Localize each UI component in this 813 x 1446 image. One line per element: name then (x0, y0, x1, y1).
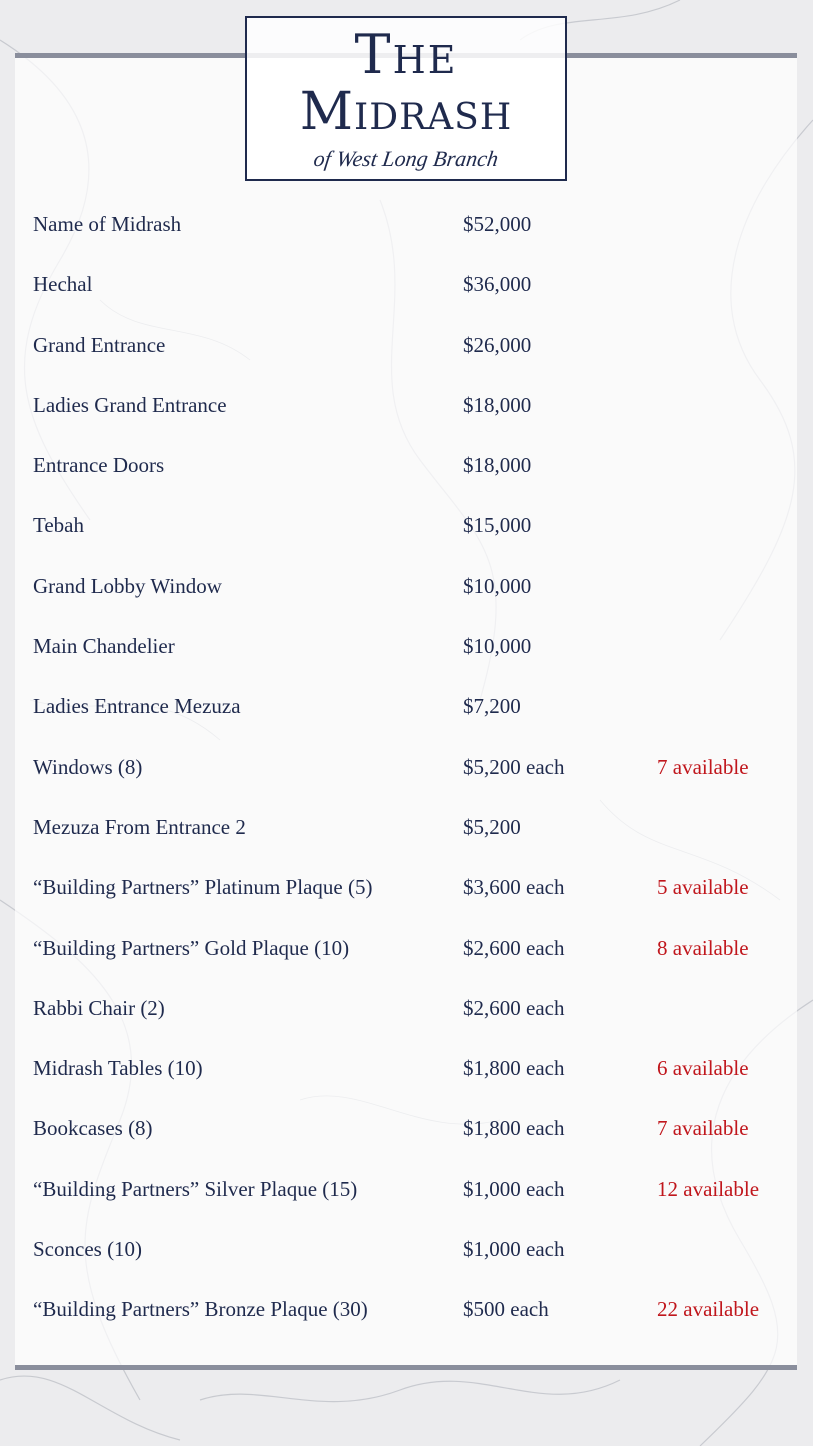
dedication-row (33, 1293, 793, 1353)
dedication-name: Hechal (33, 272, 93, 297)
dedication-price: $500 each (463, 1297, 549, 1322)
dedication-price: $1,800 each (463, 1116, 565, 1141)
dedication-row (33, 268, 793, 328)
dedication-price: $7,200 (463, 694, 521, 719)
dedication-price: $3,600 each (463, 875, 565, 900)
availability-note: 12 available (657, 1176, 760, 1201)
dedication-name: Grand Lobby Window (33, 573, 222, 598)
dedication-row (33, 1233, 793, 1293)
dedication-row (33, 1112, 793, 1172)
dedication-name: Tebah (33, 513, 85, 538)
dedication-row (33, 1052, 793, 1112)
dedication-name: Rabbi Chair (2) (33, 995, 165, 1020)
dedication-name: Grand Entrance (33, 332, 166, 357)
dedication-row (33, 389, 793, 449)
dedication-name: Entrance Doors (33, 453, 165, 478)
logo (245, 16, 567, 181)
dedication-price: $1,000 each (463, 1176, 565, 1201)
dedication-price: $1,800 each (463, 1056, 565, 1081)
dedication-price: $18,000 (463, 453, 532, 478)
dedication-price: $10,000 (463, 634, 532, 659)
dedication-price: $26,000 (463, 332, 532, 357)
dedication-price: $2,600 each (463, 995, 565, 1020)
dedication-price: $1,000 each (463, 1237, 565, 1262)
dedication-price: $52,000 (463, 212, 532, 236)
dedication-row (33, 509, 793, 569)
dedication-row (33, 992, 793, 1052)
availability-note: 8 available (657, 935, 749, 960)
dedication-price: $10,000 (463, 573, 532, 598)
logo-subtitle: of West Long Branch (312, 146, 500, 171)
dedication-name: “Building Partners” Platinum Plaque (5) (33, 875, 373, 900)
dedication-row (33, 751, 793, 811)
dedication-price: $36,000 (463, 272, 532, 297)
dedication-name: Ladies Entrance Mezuza (33, 694, 241, 719)
dedication-row (33, 871, 793, 931)
dedication-price: $18,000 (463, 392, 532, 417)
dedication-price: $5,200 each (463, 754, 565, 779)
availability-note: 7 available (657, 754, 749, 779)
dedication-price: $15,000 (463, 513, 532, 538)
dedication-row (33, 630, 793, 690)
dedication-row (33, 1173, 793, 1233)
dedication-row (33, 932, 793, 992)
dedication-name: “Building Partners” Gold Plaque (10) (33, 935, 350, 960)
logo-title-line1: The (354, 23, 458, 86)
dedication-row (33, 208, 793, 268)
availability-note: 5 available (657, 875, 749, 900)
dedication-name: “Building Partners” Bronze Plaque (30) (33, 1297, 368, 1322)
availability-note: 6 available (657, 1056, 749, 1081)
logo-title-line2: Midrash (299, 82, 513, 142)
dedication-list (33, 208, 793, 1354)
dedication-name: Ladies Grand Entrance (33, 392, 227, 417)
availability-note: 7 available (657, 1116, 749, 1141)
dedication-price: $5,200 (463, 814, 521, 839)
dedication-row (33, 570, 793, 630)
dedication-price: $2,600 each (463, 935, 565, 960)
dedication-row (33, 690, 793, 750)
dedication-row (33, 811, 793, 871)
bottom-divider (15, 1365, 797, 1370)
dedication-name: Bookcases (8) (33, 1116, 153, 1141)
dedication-name: Main Chandelier (33, 634, 175, 659)
dedication-name: Midrash Tables (10) (33, 1056, 203, 1081)
dedication-row (33, 449, 793, 509)
availability-note: 22 available (657, 1297, 760, 1322)
dedication-name: Mezuza From Entrance 2 (33, 814, 246, 839)
dedication-name: Sconces (10) (33, 1237, 143, 1262)
dedication-name: Name of Midrash (33, 212, 182, 236)
dedication-row (33, 329, 793, 389)
dedication-name: “Building Partners” Silver Plaque (15) (33, 1176, 358, 1201)
dedication-name: Windows (8) (33, 754, 143, 779)
